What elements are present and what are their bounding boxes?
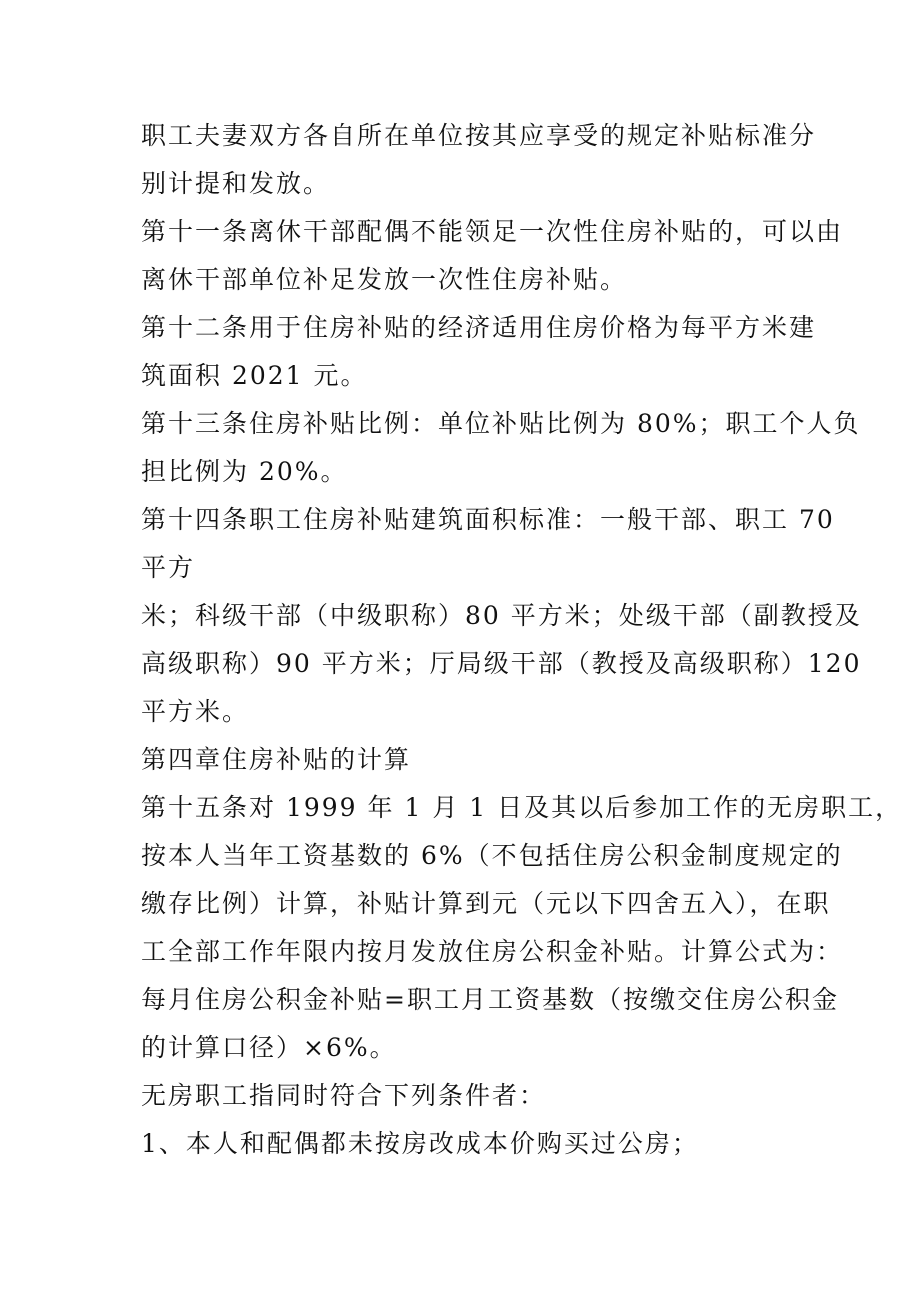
text-line: 第十一条离休干部配偶不能领足一次性住房补贴的，可以由 xyxy=(141,217,844,246)
text-line: 筑面积 2021 元。 xyxy=(141,361,368,390)
text-line: 高级职称）90 平方米；厅局级干部（教授及高级职称）120 xyxy=(141,649,862,678)
text-line: 担比例为 20%。 xyxy=(141,457,348,486)
text-line: 无房职工指同时符合下列条件者： xyxy=(141,1081,547,1110)
text-line: 每月住房公积金补贴=职工月工资基数（按缴交住房公积金 xyxy=(141,985,839,1014)
text-line: 米；科级干部（中级职称）80 平方米；处级干部（副教授及 xyxy=(141,601,862,630)
text-line: 1、本人和配偶都未按房改成本价购买过公房； xyxy=(141,1129,699,1158)
text-line: 缴存比例）计算，补贴计算到元（元以下四舍五入），在职 xyxy=(141,889,831,918)
text-line: 平方米。 xyxy=(141,697,250,726)
text-line: 第十二条用于住房补贴的经济适用住房价格为每平方米建 xyxy=(141,313,817,342)
text-line: 的计算口径）×6%。 xyxy=(141,1033,397,1062)
text-line: 第十四条职工住房补贴建筑面积标准：一般干部、职工 70 xyxy=(141,505,835,534)
text-line: 职工夫妻双方各自所在单位按其应享受的规定补贴标准分 xyxy=(141,121,817,150)
text-line: 离休干部单位补足发放一次性住房补贴。 xyxy=(141,265,628,294)
text-line: 平方 xyxy=(141,553,196,582)
text-line: 别计提和发放。 xyxy=(141,169,331,198)
text-line: 第十三条住房补贴比例：单位补贴比例为 80%；职工个人负 xyxy=(141,409,861,438)
text-line: 按本人当年工资基数的 6%（不包括住房公积金制度规定的 xyxy=(141,841,843,870)
text-line: 第十五条对 1999 年 1 月 1 日及其以后参加工作的无房职工， xyxy=(141,793,903,822)
chapter-heading: 第四章住房补贴的计算 xyxy=(141,745,412,774)
text-line: 工全部工作年限内按月发放住房公积金补贴。计算公式为： xyxy=(141,937,844,966)
